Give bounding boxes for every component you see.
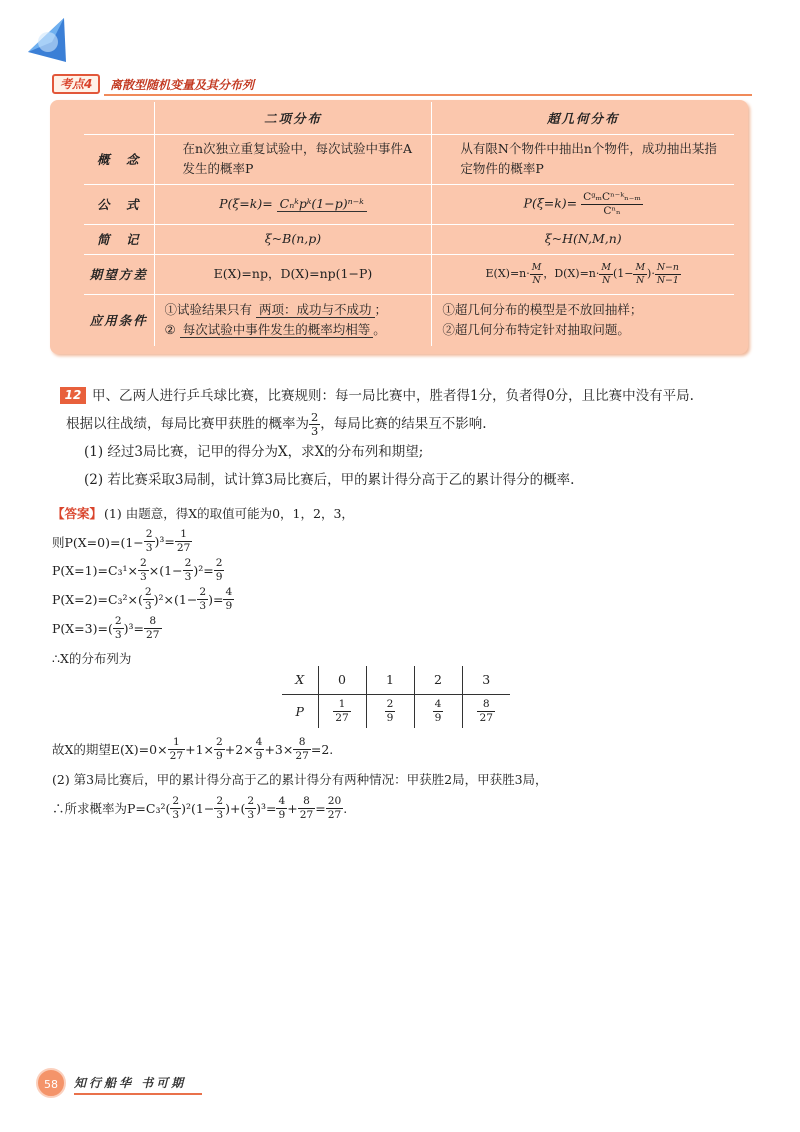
answer-expectation: 故X的期望E(X)=0× $\frac{1}{27}$ +1× $\frac{2}{9}$ +2× $\frac{4}{9}$ +3× $\frac{8}{27}$ =2. [52,734,334,762]
footer-text: 知行船华 书可期 [74,1076,187,1090]
col-header-binomial: 二项分布 [154,102,432,134]
answer-tag: 【答案】 [52,505,103,521]
row-label-expectation: 期望方差 [84,254,154,294]
logo [22,12,78,68]
section-header [52,72,752,96]
hyper-expectation: E(X)=n· $\frac{M}{N}$ ，D(X)=n· $\frac{M}{N}$ (1− $\frac{M}{N}$ )· $\frac{N-n}{N-1}$ [432,254,734,294]
question-line-1: 甲、乙两人进行乒乓球比赛，比赛规则：每一局比赛中，胜者得1分，负者得0分，且比赛中没有平局. [92,388,694,404]
section-title: 离散型随机变量及其分布列 [110,78,255,92]
binomial-formula: P(ξ=k)= Cₙᵏpᵏ(1−p)ⁿ⁻ᵏ [154,184,432,224]
comparison-panel [50,100,748,354]
hyper-conditions: ①超几何分布的模型是不放回抽样； ②超几何分布特定针对抽取问题。 [432,294,734,346]
answer-continued [52,732,752,824]
binomial-expectation: E(X)=np，D(X)=np(1−P) [154,254,432,294]
binomial-concept: 在n次独立重复试验中，每次试验中事件A发生的概率P [154,134,432,184]
row-label-formula: 公 式 [84,184,154,224]
col-header-hypergeometric: 超几何分布 [432,102,734,134]
page-footer [26,1060,226,1104]
question-number: 12 [60,387,86,404]
answer-p1: P(X=1)=C₃¹× $\frac{2}{3}$ ×(1− $\frac{2}{3}$ )²= $\frac{2}{9}$ [52,556,223,583]
distribution-table [282,666,510,728]
answer-p3: P(X=3)=( $\frac{2}{3}$ )³= $\frac{8}{27}$ [52,614,160,641]
footer-line [74,1093,202,1095]
table-row: X 0 1 2 3 [282,666,510,694]
hyper-formula: P(ξ=k)= $\frac{\text{CᵍₘCⁿ⁻ᵏₙ₋ₘ}}{\text{Cⁿₙ}}$ [432,184,734,224]
comparison-table [84,102,734,346]
answer-part2: (2) 第3局比赛后，甲的累计得分高于乙的累计得分有两种情况：甲获胜2局，甲获胜3局， [52,772,548,787]
answer [52,498,752,672]
row-label-conditions: 应用条件 [89,313,148,329]
section-divider [104,94,752,96]
binomial-conditions: ①试验结果只有 两项：成功与不成功 ； ② 每次试验中事件发生的概率均相等 。 [154,294,432,346]
question-line-2: 根据以往战绩，每局比赛甲获胜的概率为 $\frac{2}{3}$ ，每局比赛的结果互不影响. [66,409,487,438]
row-label-notation: 简 记 [84,224,154,254]
answer-intro: (1) 由题意，得X的取值可能为0，1，2，3， [104,505,354,521]
page-number: 58 [36,1068,66,1098]
answer-p0: 则P(X=0)=(1− $\frac{2}{3}$ )³= $\frac{1}{27}$ [52,527,191,554]
question-part-1: (1) 经过3局比赛，记甲的得分为X，求X的分布列和期望; [84,444,424,460]
row-label-concept: 概 念 [84,134,154,184]
hyper-concept: 从有限N个物件中抽出n个物件，成功抽出某指定物件的概率P [432,134,734,184]
question-part-2: (2) 若比赛采取3局制，试计算3局比赛后，甲的累计得分高于乙的累计得分的概率. [84,472,575,488]
answer-final: ∴所求概率为P=C₃²( $\frac{2}{3}$ )²(1− $\frac{2}{3}$ )+( $\frac{2}{3}$ )³= $\frac{4}{9}$ + $\frac{8}{27}$ = $\frac{20}{27}$ . [52,793,348,821]
binomial-notation: ξ~B(n,p) [154,224,432,254]
table-row: P $\frac{1}{27}$ $\frac{2}{9}$ $\frac{4}{9}$ $\frac{8}{27}$ [282,694,510,728]
question [60,382,750,494]
answer-dist-intro: ∴X的分布列为 [52,650,132,666]
answer-p2: P(X=2)=C₃²×( $\frac{2}{3}$ )²×(1− $\frac{2}{3}$ )= $\frac{4}{9}$ [52,585,233,612]
hyper-notation: ξ~H(N,M,n) [432,224,734,254]
section-badge: 考点4 [52,74,100,94]
